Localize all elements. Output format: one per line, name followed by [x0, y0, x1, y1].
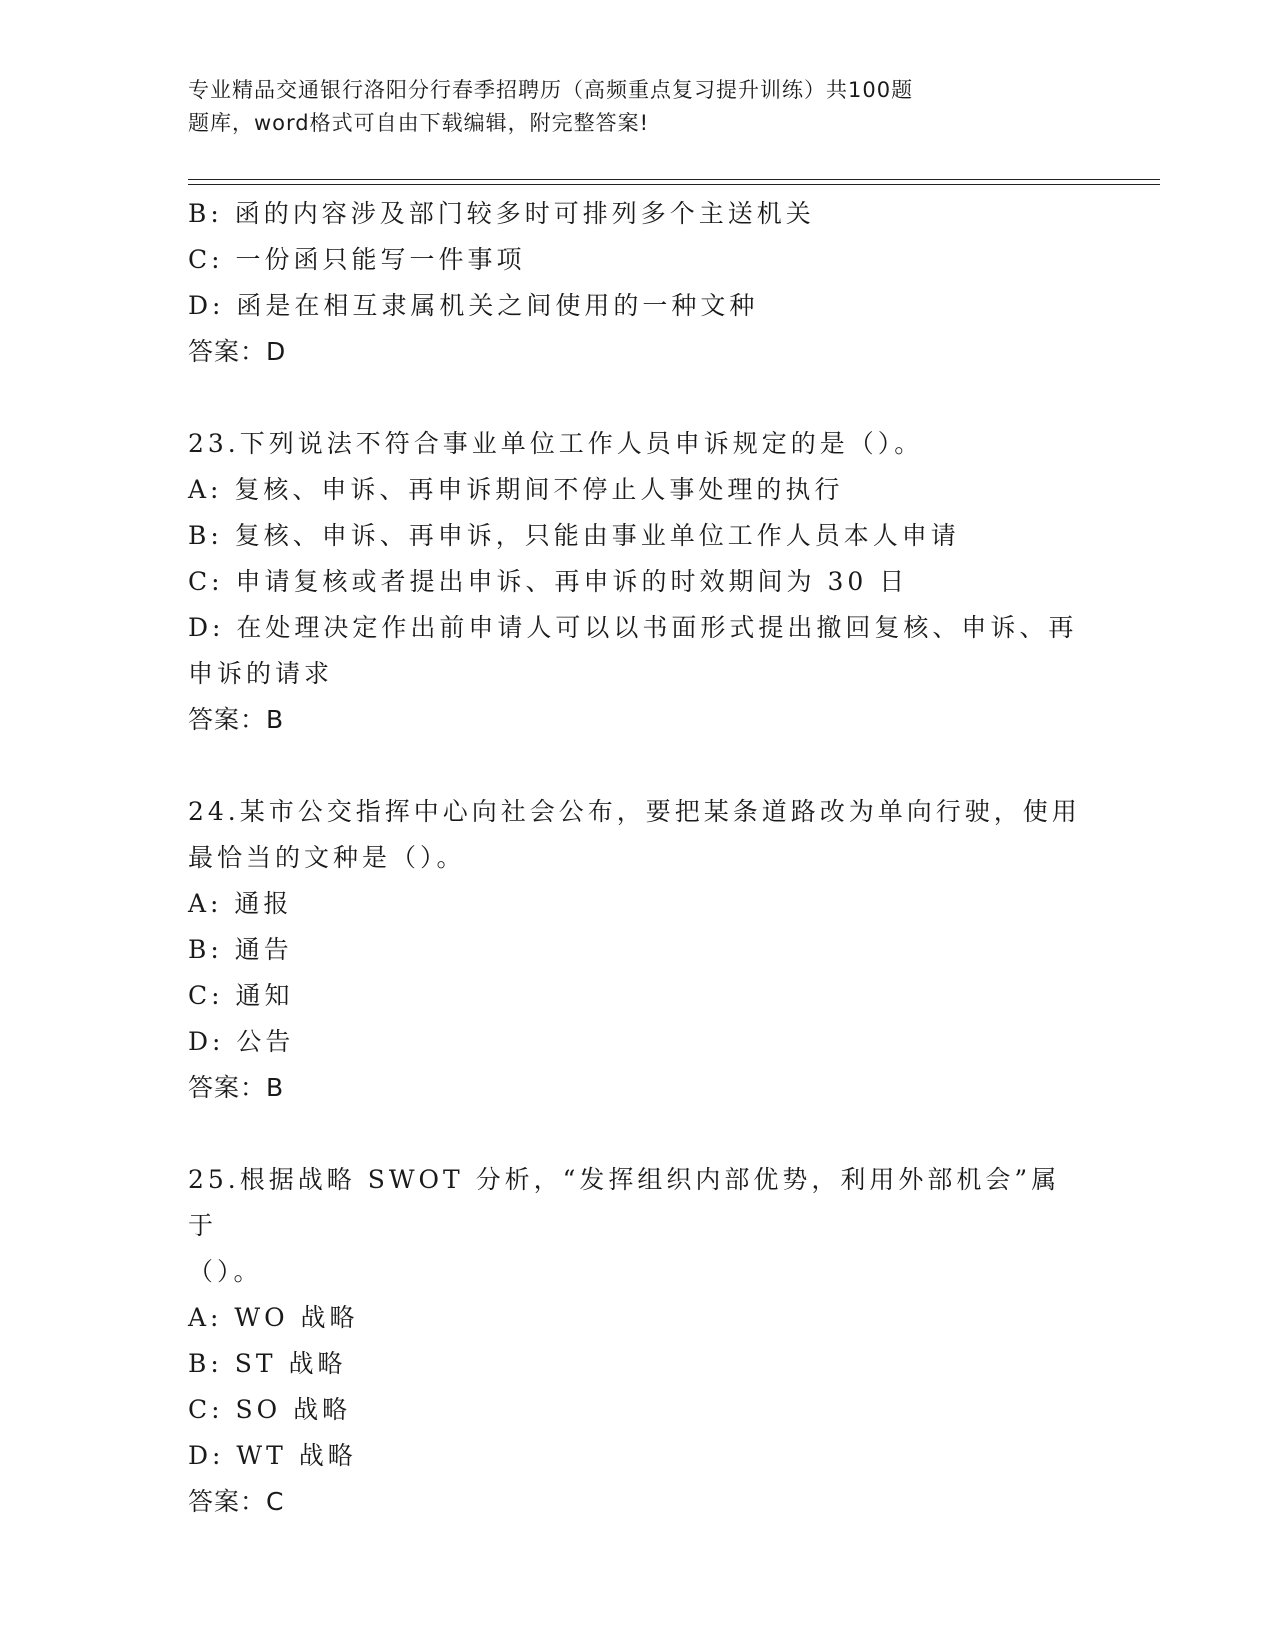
option-d: D: 公告 — [188, 1027, 295, 1056]
question-23 — [188, 421, 1088, 743]
option-c: C: 申请复核或者提出申诉、再申诉的时效期间为 30 日 — [188, 567, 909, 596]
question-25 — [188, 1157, 1088, 1525]
option-c: C: 一份函只能写一件事项 — [188, 245, 526, 274]
question-stem-continuation: （）。 — [188, 1257, 263, 1286]
answer-line: 答案：C — [188, 1487, 285, 1516]
spacer — [188, 375, 1088, 421]
option-d: D: 函是在相互隶属机关之间使用的一种文种 — [188, 291, 759, 320]
option-c: C: SO 战略 — [188, 1395, 352, 1424]
option-d-continuation: 申诉的请求 — [188, 659, 334, 688]
question-24 — [188, 789, 1088, 1111]
option-b: B: 通告 — [188, 935, 293, 964]
spacer — [188, 1111, 1088, 1157]
option-a: A: WO 战略 — [188, 1303, 359, 1332]
answer-line: 答案：B — [188, 1073, 285, 1102]
option-b: B: 复核、申诉、再申诉，只能由事业单位工作人员本人申请 — [188, 521, 960, 550]
question-stem-continuation: 最恰当的文种是（）。 — [188, 843, 466, 872]
document-header — [188, 74, 1018, 140]
option-d: D: WT 战略 — [188, 1441, 357, 1470]
option-a: A: 复核、申诉、再申诉期间不停止人事处理的执行 — [188, 475, 844, 504]
option-a: A: 通报 — [188, 889, 293, 918]
option-b: B: ST 战略 — [188, 1349, 347, 1378]
header-title-line-1: 专业精品交通银行洛阳分行春季招聘历（高频重点复习提升训练）共100题 — [188, 78, 914, 102]
question-stem: 24.某市公交指挥中心向社会公布，要把某条道路改为单向行驶，使用 — [188, 797, 1081, 826]
header-divider-bottom — [188, 184, 1160, 185]
header-title-line-2: 题库，word格式可自由下载编辑，附完整答案! — [188, 111, 650, 135]
header-divider-top — [188, 179, 1160, 180]
question-stem: 25.根据战略 SWOT 分析，“发挥组织内部优势，利用外部机会”属于 — [188, 1165, 1061, 1240]
spacer — [188, 743, 1088, 789]
question-22-continued — [188, 191, 1088, 375]
option-b: B: 函的内容涉及部门较多时可排列多个主送机关 — [188, 199, 815, 228]
answer-line: 答案：B — [188, 705, 285, 734]
question-stem: 23.下列说法不符合事业单位工作人员申诉规定的是（）。 — [188, 429, 924, 458]
question-list — [188, 191, 1088, 1525]
answer-line: 答案：D — [188, 337, 287, 366]
option-d: D: 在处理决定作出前申请人可以以书面形式提出撤回复核、申诉、再 — [188, 613, 1078, 642]
option-c: C: 通知 — [188, 981, 294, 1010]
